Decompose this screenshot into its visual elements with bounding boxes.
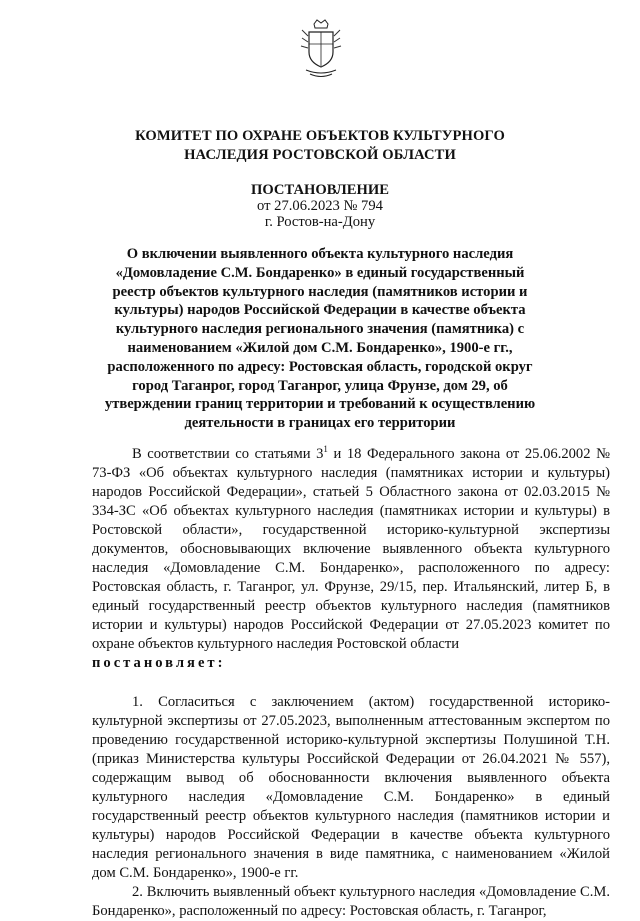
document-body xyxy=(92,445,610,921)
document-title: О включении выявленного объекта культурного наследия «Домовладение С.М. Бондаренко» в единый государственный реестр объектов культурного наследия (памятников истории и культуры) народов Российской Федерации в качестве объекта культурного наследия регионального значения (памятника) с наименованием «Жилой дом С.М. Бондаренко», 1900-е гг., расположенного по адресу: Ростовская область, городской округ город Таганрог, город Таганрог, улица Фрунзе, дом 29, об утверждении границ территории и требований к осуществлению деятельности в границах его территории xyxy=(104,246,536,432)
document-city: г. Ростов-на-Дону xyxy=(264,214,376,230)
preamble-part-1: В соответствии со статьями 3 xyxy=(132,446,324,462)
resolves-word: постановляет: xyxy=(92,655,226,671)
preamble-part-2: и 18 Федерального закона от 25.06.2002 № 73-ФЗ «Об объектах культурного наследия (памятниках истории и культуры) народов Российской Федерации», статьей 5 Областного закона от 02.03.2015 № 334-ЗС «Об объектах культурного наследия (памятниках истории и культуры) в Ростовской области», государственной историко-культурной экспертизы документов, обосновывающих включение выявленного объекта культурного наследия «Домовладение С.М. Бондаренко», расположенного по адресу: Ростовская область, г. Таганрог, ул. Фрунзе, 29/15, пер. Итальянский, литер Б, в единый государственный реестр объектов культурного наследия (памятников истории и культуры) народов Российской Федерации от 27.05.2023 комитет по охране объектов культурного наследия Ростовской области xyxy=(92,446,610,652)
document-type: ПОСТАНОВЛЕНИЕ xyxy=(251,182,389,198)
committee-name xyxy=(0,127,640,165)
committee-line-2: НАСЛЕДИЯ РОСТОВСКОЙ ОБЛАСТИ xyxy=(184,147,456,163)
preamble-superscript: 1 xyxy=(323,444,328,455)
item-2: 2. Включить выявленный объект культурного наследия «Домовладение С.М. Бондаренко», расположенный по адресу: Ростовская область, г. Таганрог, xyxy=(92,884,610,919)
preamble-paragraph xyxy=(92,445,610,654)
coat-of-arms-icon xyxy=(300,18,342,80)
committee-line-1: КОМИТЕТ ПО ОХРАНЕ ОБЪЕКТОВ КУЛЬТУРНОГО xyxy=(135,128,505,144)
document-date-number: от 27.06.2023 № 794 xyxy=(257,198,383,214)
item-1: 1. Согласиться с заключением (актом) государственной историко-культурной экспертизы от 27.05.2023, выполненным аттестованным экспертом по проведению государственной историко-культурной экспертизы Полушиной Т.Н. (приказ Министерства культуры Российской Федерации от 26.04.2021 № 557), содержащим вывод об обоснованности включения выявленного объекта культурного наследия «Домовладение С.М. Бондаренко» в единый государственный реестр объектов культурного наследия (памятников истории и культуры) народов Российской Федерации в качестве объекта культурного наследия регионального значения в виде памятника, с наименованием «Жилой дом С.М. Бондаренко», 1900-е гг. xyxy=(92,694,610,881)
